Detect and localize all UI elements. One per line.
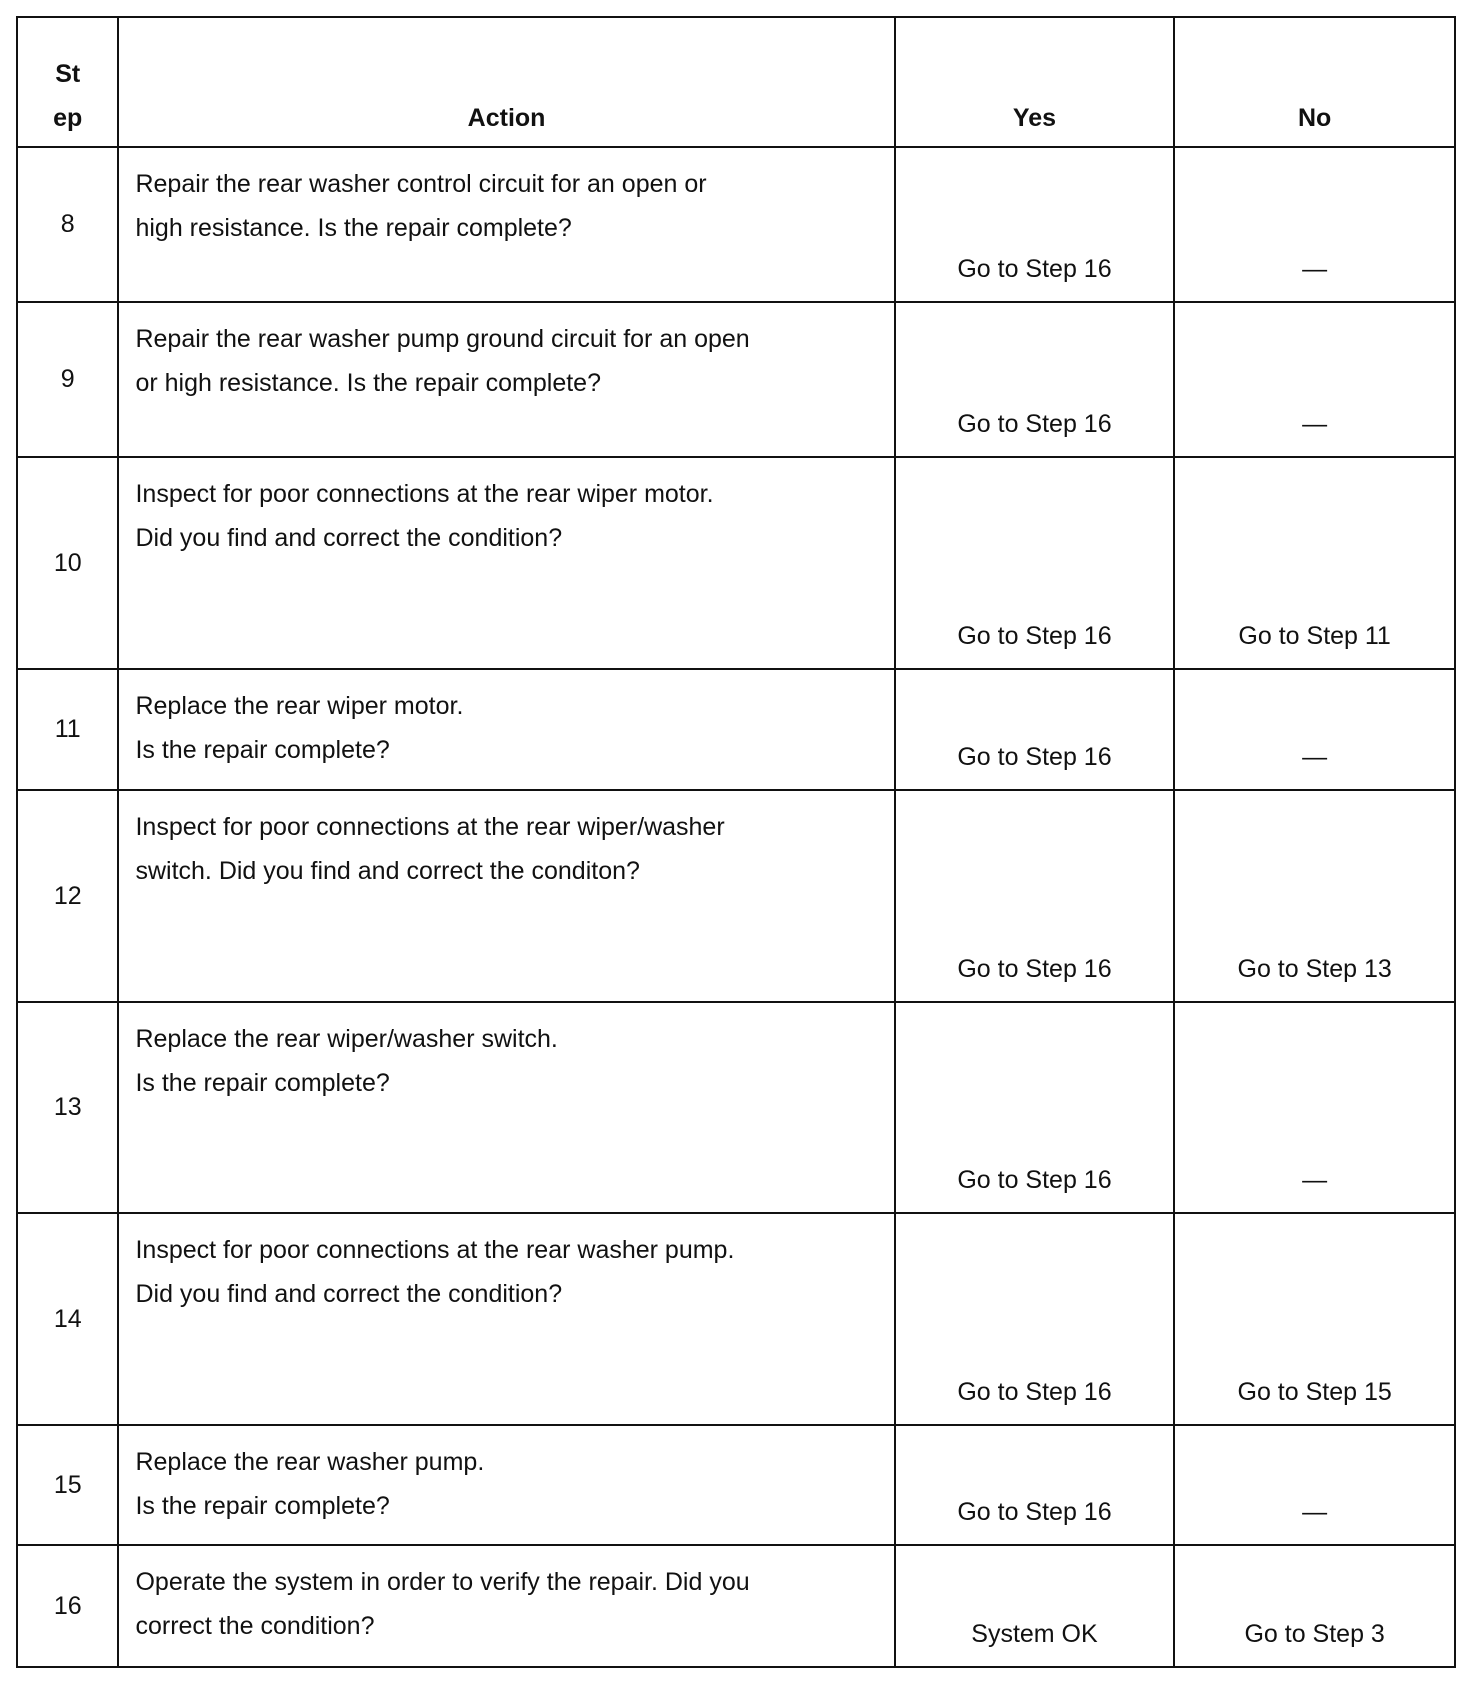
yes-cell: Go to Step 16 xyxy=(895,669,1175,791)
step-number: 14 xyxy=(17,1213,118,1425)
yes-cell: Go to Step 16 xyxy=(895,790,1175,1002)
action-cell xyxy=(118,1002,894,1213)
table-row xyxy=(17,302,1455,457)
yes-cell: System OK xyxy=(895,1545,1175,1667)
table-row xyxy=(17,1213,1455,1425)
table-row xyxy=(17,1425,1455,1546)
step-number: 8 xyxy=(17,147,118,302)
table-row xyxy=(17,147,1455,302)
action-line: Inspect for poor connections at the rear washer pump. xyxy=(135,1235,735,1264)
no-cell: Go to Step 15 xyxy=(1174,1213,1455,1425)
action-line: Inspect for poor connections at the rear wiper motor. xyxy=(135,479,714,508)
action-line: correct the condition? xyxy=(135,1612,375,1641)
step-header-line2: ep xyxy=(53,103,83,132)
action-cell xyxy=(118,1213,894,1425)
action-cell xyxy=(118,790,894,1002)
no-header: No xyxy=(1174,17,1455,147)
no-cell: Go to Step 11 xyxy=(1174,457,1455,669)
step-number: 9 xyxy=(17,302,118,457)
action-line: Did you find and correct the condition? xyxy=(135,1279,563,1308)
action-cell xyxy=(118,1545,894,1667)
no-cell: Go to Step 13 xyxy=(1174,790,1455,1002)
yes-cell: Go to Step 16 xyxy=(895,1425,1175,1546)
no-cell: — xyxy=(1174,1425,1455,1546)
action-header: Action xyxy=(118,17,894,147)
action-line: Replace the rear wiper/washer switch. xyxy=(135,1025,558,1054)
action-line: Operate the system in order to verify the repair. Did you xyxy=(135,1568,750,1597)
table-row xyxy=(17,1002,1455,1213)
action-cell xyxy=(118,669,894,791)
step-number: 13 xyxy=(17,1002,118,1213)
action-cell xyxy=(118,147,894,302)
yes-cell: Go to Step 16 xyxy=(895,1213,1175,1425)
table-row xyxy=(17,1545,1455,1667)
table-row xyxy=(17,669,1455,791)
action-line: or high resistance. Is the repair complete? xyxy=(135,368,601,397)
action-cell xyxy=(118,302,894,457)
no-cell: — xyxy=(1174,669,1455,791)
action-line: Is the repair complete? xyxy=(135,1069,390,1098)
action-line: Inspect for poor connections at the rear wiper/washer xyxy=(135,813,725,842)
step-number: 12 xyxy=(17,790,118,1002)
action-line: Replace the rear wiper motor. xyxy=(135,691,464,720)
diagnostic-table xyxy=(16,16,1456,1668)
step-number: 10 xyxy=(17,457,118,669)
step-header-line1: St xyxy=(55,59,81,88)
yes-cell: Go to Step 16 xyxy=(895,457,1175,669)
no-cell: — xyxy=(1174,147,1455,302)
no-cell: Go to Step 3 xyxy=(1174,1545,1455,1667)
step-number: 16 xyxy=(17,1545,118,1667)
yes-cell: Go to Step 16 xyxy=(895,1002,1175,1213)
yes-cell: Go to Step 16 xyxy=(895,147,1175,302)
action-cell xyxy=(118,1425,894,1546)
table-row xyxy=(17,457,1455,669)
yes-header: Yes xyxy=(895,17,1175,147)
action-line: Is the repair complete? xyxy=(135,735,390,764)
action-line: Repair the rear washer pump ground circuit for an open xyxy=(135,324,750,353)
action-line: Did you find and correct the condition? xyxy=(135,523,563,552)
header-row xyxy=(17,17,1455,147)
no-cell: — xyxy=(1174,302,1455,457)
step-number: 11 xyxy=(17,669,118,791)
no-cell: — xyxy=(1174,1002,1455,1213)
action-line: Repair the rear washer control circuit for an open or xyxy=(135,169,707,198)
step-header xyxy=(17,17,118,147)
action-line: Is the repair complete? xyxy=(135,1491,390,1520)
action-cell xyxy=(118,457,894,669)
step-number: 15 xyxy=(17,1425,118,1546)
yes-cell: Go to Step 16 xyxy=(895,302,1175,457)
table-row xyxy=(17,790,1455,1002)
action-line: high resistance. Is the repair complete? xyxy=(135,213,572,242)
action-line: switch. Did you find and correct the conditon? xyxy=(135,857,640,886)
action-line: Replace the rear washer pump. xyxy=(135,1447,485,1476)
